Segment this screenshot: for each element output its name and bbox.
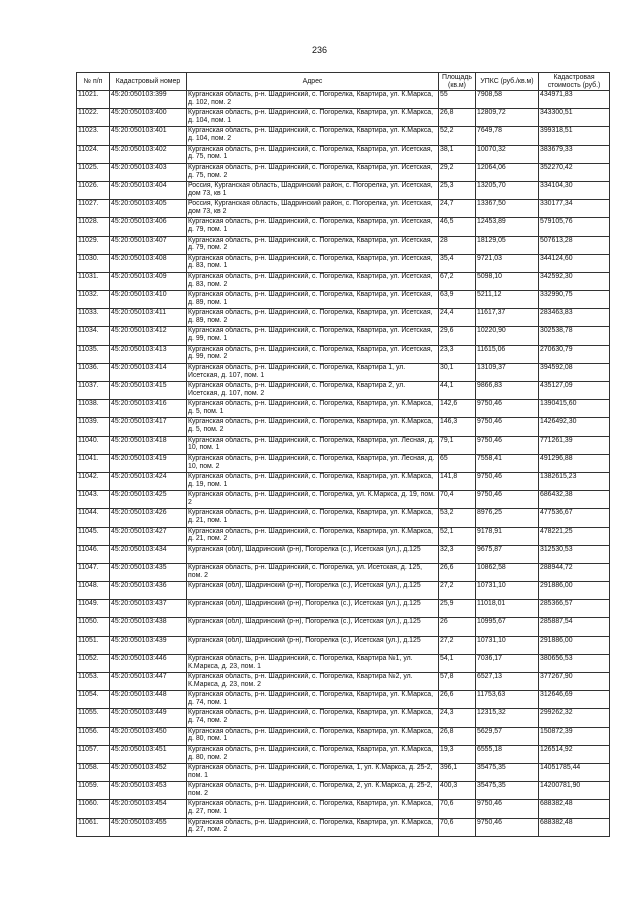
cell-row-number: 11042. (77, 472, 110, 490)
table-row (77, 745, 610, 763)
cell-cadastral-number: 45:20:050103:412 (110, 327, 187, 345)
cell-upks: 9750,46 (476, 818, 539, 836)
cell-cadastral-cost: 579105,76 (539, 218, 610, 236)
cell-upks: 35475,35 (476, 763, 539, 781)
cell-area: 400,3 (439, 782, 476, 800)
table-row (77, 472, 610, 490)
cell-cadastral-cost: 312646,69 (539, 691, 610, 709)
cell-address: Курганская область, р-н. Шадринский, с. Погорелка, Квартира, ул. К.Маркса, д. 80, пом. 1 (187, 727, 439, 745)
cell-upks: 9750,46 (476, 418, 539, 436)
cell-cadastral-number: 45:20:050103:410 (110, 291, 187, 309)
cell-cadastral-number: 45:20:050103:415 (110, 382, 187, 400)
cell-upks: 9675,87 (476, 545, 539, 563)
table-row (77, 309, 610, 327)
cell-row-number: 11045. (77, 527, 110, 545)
table-row (77, 163, 610, 181)
cell-area: 29,2 (439, 163, 476, 181)
cell-area: 25,9 (439, 600, 476, 618)
cell-address: Курганская область, р-н. Шадринский, с. Погорелка, Квартира, ул. Исетская, д. 79, пом. 1 (187, 218, 439, 236)
cell-cadastral-cost: 380656,53 (539, 654, 610, 672)
table-row (77, 582, 610, 600)
cell-address: Курганская область, р-н. Шадринский, с. Погорелка, Квартира, ул. Исетская, д. 75, пом. 1 (187, 145, 439, 163)
table-row (77, 782, 610, 800)
cell-address: Курганская область, р-н. Шадринский, с. Погорелка, ул. К.Маркса, д. 19, пом. 2 (187, 491, 439, 509)
cell-row-number: 11057. (77, 745, 110, 763)
table-header-row (77, 73, 610, 91)
cell-upks: 9866,83 (476, 382, 539, 400)
cell-row-number: 11035. (77, 345, 110, 363)
cell-cadastral-number: 45:20:050103:447 (110, 673, 187, 691)
cell-cadastral-cost: 288944,72 (539, 563, 610, 581)
cell-area: 146,3 (439, 418, 476, 436)
cell-cadastral-number: 45:20:050103:434 (110, 545, 187, 563)
cell-cadastral-cost: 14200781,90 (539, 782, 610, 800)
cell-cadastral-number: 45:20:050103:409 (110, 272, 187, 290)
cell-cadastral-number: 45:20:050103:399 (110, 91, 187, 109)
cell-cadastral-number: 45:20:050103:455 (110, 818, 187, 836)
cell-cadastral-cost: 435127,09 (539, 382, 610, 400)
cell-cadastral-cost: 377267,90 (539, 673, 610, 691)
cell-cadastral-cost: 14051785,44 (539, 763, 610, 781)
table-row (77, 563, 610, 581)
table-row (77, 509, 610, 527)
table-row (77, 327, 610, 345)
cell-cadastral-number: 45:20:050103:404 (110, 181, 187, 199)
cell-address: Россия, Курганская область, Шадринский район, с. Погорелка, ул. Исетская, дом 73, кв 1 (187, 181, 439, 199)
cell-upks: 6555,18 (476, 745, 539, 763)
cell-upks: 9750,46 (476, 472, 539, 490)
cell-row-number: 11025. (77, 163, 110, 181)
cell-area: 65 (439, 454, 476, 472)
cell-row-number: 11034. (77, 327, 110, 345)
cell-area: 27,2 (439, 636, 476, 654)
cell-address: Курганская область, р-н. Шадринский, с. Погорелка, Квартира, ул. Исетская, д. 89, пом. 1 (187, 291, 439, 309)
cell-area: 396,1 (439, 763, 476, 781)
cell-address: Курганская (обл), Шадринский (р-н), Погорелка (с.), Исетская (ул.), д.125 (187, 545, 439, 563)
cell-area: 30,1 (439, 363, 476, 381)
cell-cadastral-cost: 332990,75 (539, 291, 610, 309)
table-row (77, 654, 610, 672)
cell-area: 26,8 (439, 109, 476, 127)
cell-cadastral-number: 45:20:050103:418 (110, 436, 187, 454)
cell-address: Курганская область, р-н. Шадринский, с. Погорелка, Квартира, ул. К.Маркса, д. 5, пом. 1 (187, 400, 439, 418)
cell-row-number: 11044. (77, 509, 110, 527)
table-row (77, 600, 610, 618)
cell-row-number: 11058. (77, 763, 110, 781)
col-header-address: Адрес (187, 73, 439, 91)
table-row (77, 254, 610, 272)
cell-cadastral-cost: 688382,48 (539, 818, 610, 836)
cell-row-number: 11022. (77, 109, 110, 127)
cell-row-number: 11038. (77, 400, 110, 418)
cell-address: Курганская область, р-н. Шадринский, с. Погорелка, Квартира №1, ул. К.Маркса, д. 23, пом. 1 (187, 654, 439, 672)
table-row (77, 436, 610, 454)
table-row (77, 527, 610, 545)
cell-cadastral-number: 45:20:050103:449 (110, 709, 187, 727)
cell-address: Курганская (обл), Шадринский (р-н), Погорелка (с.), Исетская (ул.), д.125 (187, 600, 439, 618)
cell-address: Курганская область, р-н. Шадринский, с. Погорелка, Квартира, ул. К.Маркса, д. 27, пом. 1 (187, 800, 439, 818)
cell-address: Курганская область, р-н. Шадринский, с. Погорелка, Квартира 1, ул. Исетская, д. 107, пом. 1 (187, 363, 439, 381)
cell-address: Курганская (обл), Шадринский (р-н), Погорелка (с.), Исетская (ул.), д.125 (187, 618, 439, 636)
cell-cadastral-number: 45:20:050103:405 (110, 200, 187, 218)
cell-cadastral-number: 45:20:050103:435 (110, 563, 187, 581)
cell-row-number: 11029. (77, 236, 110, 254)
cell-area: 46,5 (439, 218, 476, 236)
cell-address: Курганская область, р-н. Шадринский, с. Погорелка, Квартира 2, ул. Исетская, д. 107, пом. 2 (187, 382, 439, 400)
cell-cadastral-cost: 334104,30 (539, 181, 610, 199)
cell-area: 28 (439, 236, 476, 254)
cell-address: Курганская область, р-н. Шадринский, с. Погорелка, Квартира, ул. Лесная, д. 10, пом. 2 (187, 454, 439, 472)
cell-row-number: 11046. (77, 545, 110, 563)
table-row (77, 145, 610, 163)
cell-row-number: 11050. (77, 618, 110, 636)
cell-row-number: 11052. (77, 654, 110, 672)
cell-area: 53,2 (439, 509, 476, 527)
table-row (77, 545, 610, 563)
cell-area: 70,6 (439, 818, 476, 836)
cell-address: Курганская область, р-н. Шадринский, с. Погорелка, Квартира, ул. К.Маркса, д. 5, пом. 2 (187, 418, 439, 436)
cell-upks: 13109,37 (476, 363, 539, 381)
table-row (77, 236, 610, 254)
table-row (77, 345, 610, 363)
cell-area: 24,3 (439, 709, 476, 727)
cell-area: 57,8 (439, 673, 476, 691)
table-row (77, 618, 610, 636)
cell-cadastral-cost: 344124,60 (539, 254, 610, 272)
cell-cadastral-number: 45:20:050103:446 (110, 654, 187, 672)
table-row (77, 200, 610, 218)
cell-upks: 13367,50 (476, 200, 539, 218)
table-row (77, 181, 610, 199)
cell-row-number: 11027. (77, 200, 110, 218)
cell-row-number: 11047. (77, 563, 110, 581)
cell-upks: 18129,05 (476, 236, 539, 254)
cell-upks: 11615,06 (476, 345, 539, 363)
cell-row-number: 11028. (77, 218, 110, 236)
cell-row-number: 11049. (77, 600, 110, 618)
cell-area: 54,1 (439, 654, 476, 672)
cell-upks: 8976,25 (476, 509, 539, 527)
cell-area: 52,2 (439, 127, 476, 145)
cell-row-number: 11040. (77, 436, 110, 454)
cell-address: Курганская (обл), Шадринский (р-н), Погорелка (с.), Исетская (ул.), д.125 (187, 582, 439, 600)
cell-cadastral-number: 45:20:050103:407 (110, 236, 187, 254)
cell-upks: 9178,91 (476, 527, 539, 545)
cell-cadastral-cost: 330177,34 (539, 200, 610, 218)
cell-cadastral-cost: 285887,54 (539, 618, 610, 636)
cell-address: Курганская область, р-н. Шадринский, с. Погорелка, Квартира, ул. К.Маркса, д. 19, пом. 1 (187, 472, 439, 490)
cell-address: Курганская область, р-н. Шадринский, с. Погорелка, Квартира, ул. Исетская, д. 83, пом. 1 (187, 254, 439, 272)
cell-row-number: 11033. (77, 309, 110, 327)
cell-cadastral-cost: 478221,25 (539, 527, 610, 545)
col-header-number: № п/п (77, 73, 110, 91)
cell-address: Курганская область, р-н. Шадринский, с. Погорелка, Квартира, ул. К.Маркса, д. 102, пом. 2 (187, 91, 439, 109)
cell-cadastral-number: 45:20:050103:438 (110, 618, 187, 636)
cell-address: Курганская область, р-н. Шадринский, с. Погорелка, Квартира, ул. Исетская, д. 89, пом. 2 (187, 309, 439, 327)
cell-upks: 11018,01 (476, 600, 539, 618)
cell-upks: 5629,57 (476, 727, 539, 745)
cell-area: 55 (439, 91, 476, 109)
cell-row-number: 11053. (77, 673, 110, 691)
cell-upks: 11753,63 (476, 691, 539, 709)
cell-cadastral-cost: 1382615,23 (539, 472, 610, 490)
cell-cadastral-cost: 299262,32 (539, 709, 610, 727)
cell-upks: 9750,46 (476, 436, 539, 454)
cell-row-number: 11055. (77, 709, 110, 727)
table-row (77, 709, 610, 727)
cell-area: 32,3 (439, 545, 476, 563)
cell-area: 24,7 (439, 200, 476, 218)
cell-cadastral-number: 45:20:050103:408 (110, 254, 187, 272)
cell-address: Курганская область, р-н. Шадринский, с. Погорелка, Квартира, ул. К.Маркса, д. 74, пом. 2 (187, 709, 439, 727)
cell-address: Курганская область, р-н. Шадринский, с. Погорелка, Квартира, ул. К.Маркса, д. 74, пом. 1 (187, 691, 439, 709)
cell-area: 35,4 (439, 254, 476, 272)
table-row (77, 218, 610, 236)
table-row (77, 636, 610, 654)
cell-upks: 10731,10 (476, 582, 539, 600)
cell-address: Курганская (обл), Шадринский (р-н), Погорелка (с.), Исетская (ул.), д.125 (187, 636, 439, 654)
cell-row-number: 11041. (77, 454, 110, 472)
cell-row-number: 11037. (77, 382, 110, 400)
cell-cadastral-cost: 394592,08 (539, 363, 610, 381)
cell-upks: 9750,46 (476, 800, 539, 818)
table-row (77, 800, 610, 818)
cell-cadastral-number: 45:20:050103:402 (110, 145, 187, 163)
cell-address: Курганская область, р-н. Шадринский, с. Погорелка, Квартира, ул. Исетская, д. 99, пом. 1 (187, 327, 439, 345)
table-row (77, 400, 610, 418)
cell-address: Курганская область, р-н. Шадринский, с. Погорелка, 2, ул. К.Маркса, д. 25-2, пом. 2 (187, 782, 439, 800)
cell-cadastral-cost: 285366,57 (539, 600, 610, 618)
table-row (77, 818, 610, 836)
cell-upks: 12453,89 (476, 218, 539, 236)
cell-cadastral-cost: 343300,51 (539, 109, 610, 127)
cell-upks: 9750,46 (476, 491, 539, 509)
cell-upks: 10731,10 (476, 636, 539, 654)
cell-row-number: 11051. (77, 636, 110, 654)
cell-address: Россия, Курганская область, Шадринский район, с. Погорелка, ул. Исетская, дом 73, кв 2 (187, 200, 439, 218)
cell-cadastral-number: 45:20:050103:453 (110, 782, 187, 800)
cell-upks: 10862,58 (476, 563, 539, 581)
cell-cadastral-number: 45:20:050103:436 (110, 582, 187, 600)
cell-row-number: 11021. (77, 91, 110, 109)
cell-address: Курганская область, р-н. Шадринский, с. Погорелка, Квартира, ул. К.Маркса, д. 21, пом. 2 (187, 527, 439, 545)
cell-area: 67,2 (439, 272, 476, 290)
cell-upks: 7036,17 (476, 654, 539, 672)
cell-cadastral-cost: 1390415,60 (539, 400, 610, 418)
cell-cadastral-number: 45:20:050103:426 (110, 509, 187, 527)
table-row (77, 363, 610, 381)
col-header-cadastral: Кадастровый номер (110, 73, 187, 91)
cell-upks: 7558,41 (476, 454, 539, 472)
cell-cadastral-cost: 150872,39 (539, 727, 610, 745)
cell-row-number: 11032. (77, 291, 110, 309)
cell-cadastral-cost: 507613,28 (539, 236, 610, 254)
table-row (77, 491, 610, 509)
cell-area: 79,1 (439, 436, 476, 454)
cell-upks: 7649,78 (476, 127, 539, 145)
cell-upks: 9721,03 (476, 254, 539, 272)
table-row (77, 691, 610, 709)
cell-address: Курганская область, р-н. Шадринский, с. Погорелка, 1, ул. К.Маркса, д. 25-2, пом. 1 (187, 763, 439, 781)
cell-cadastral-cost: 1426492,30 (539, 418, 610, 436)
cell-address: Курганская область, р-н. Шадринский, с. Погорелка, Квартира, ул. К.Маркса, д. 80, пом. 2 (187, 745, 439, 763)
cell-upks: 12315,32 (476, 709, 539, 727)
cell-cadastral-number: 45:20:050103:400 (110, 109, 187, 127)
cell-cadastral-number: 45:20:050103:424 (110, 472, 187, 490)
table-row (77, 91, 610, 109)
cell-cadastral-cost: 126514,92 (539, 745, 610, 763)
cell-cadastral-cost: 383679,33 (539, 145, 610, 163)
cell-cadastral-cost: 270630,79 (539, 345, 610, 363)
cell-upks: 11617,37 (476, 309, 539, 327)
page-number: 236 (311, 45, 328, 55)
cell-cadastral-number: 45:20:050103:452 (110, 763, 187, 781)
cell-cadastral-number: 45:20:050103:403 (110, 163, 187, 181)
cell-area: 26,6 (439, 691, 476, 709)
cell-cadastral-cost: 291886,00 (539, 582, 610, 600)
cell-area: 19,3 (439, 745, 476, 763)
cell-cadastral-cost: 688382,48 (539, 800, 610, 818)
cell-area: 141,8 (439, 472, 476, 490)
cell-area: 27,2 (439, 582, 476, 600)
cell-area: 63,9 (439, 291, 476, 309)
cell-row-number: 11023. (77, 127, 110, 145)
cell-cadastral-cost: 312530,53 (539, 545, 610, 563)
cadastral-table (76, 72, 610, 837)
cell-cadastral-number: 45:20:050103:414 (110, 363, 187, 381)
cell-upks: 10220,90 (476, 327, 539, 345)
cell-area: 24,4 (439, 309, 476, 327)
cell-cadastral-cost: 491296,88 (539, 454, 610, 472)
cell-area: 26,6 (439, 563, 476, 581)
cell-cadastral-number: 45:20:050103:454 (110, 800, 187, 818)
table-row (77, 272, 610, 290)
cell-address: Курганская область, р-н. Шадринский, с. Погорелка, Квартира №2, ул. К.Маркса, д. 23, пом. 2 (187, 673, 439, 691)
cell-cadastral-number: 45:20:050103:451 (110, 745, 187, 763)
cell-cadastral-number: 45:20:050103:425 (110, 491, 187, 509)
cell-upks: 5211,12 (476, 291, 539, 309)
cell-address: Курганская область, р-н. Шадринский, с. Погорелка, Квартира, ул. Исетская, д. 75, пом. 2 (187, 163, 439, 181)
cell-area: 26 (439, 618, 476, 636)
table-row (77, 418, 610, 436)
cell-upks: 10070,32 (476, 145, 539, 163)
cell-row-number: 11039. (77, 418, 110, 436)
cell-address: Курганская область, р-н. Шадринский, с. Погорелка, Квартира, ул. К.Маркса, д. 104, пом. 2 (187, 127, 439, 145)
table-row (77, 109, 610, 127)
cell-row-number: 11043. (77, 491, 110, 509)
cell-row-number: 11036. (77, 363, 110, 381)
cell-row-number: 11060. (77, 800, 110, 818)
cell-area: 38,1 (439, 145, 476, 163)
cell-area: 52,1 (439, 527, 476, 545)
cell-address: Курганская область, р-н. Шадринский, с. Погорелка, Квартира, ул. К.Маркса, д. 104, пом. 1 (187, 109, 439, 127)
cell-area: 26,8 (439, 727, 476, 745)
cell-area: 70,4 (439, 491, 476, 509)
cell-area: 23,3 (439, 345, 476, 363)
cell-cadastral-cost: 283463,83 (539, 309, 610, 327)
cell-address: Курганская область, р-н. Шадринский, с. Погорелка, Квартира, ул. Лесная, д. 10, пом. 1 (187, 436, 439, 454)
cell-upks: 12809,72 (476, 109, 539, 127)
cell-address: Курганская область, р-н. Шадринский, с. Погорелка, Квартира, ул. Исетская, д. 79, пом. 2 (187, 236, 439, 254)
cell-cadastral-cost: 302538,78 (539, 327, 610, 345)
cell-area: 44,1 (439, 382, 476, 400)
cell-upks: 5098,10 (476, 272, 539, 290)
cell-area: 25,3 (439, 181, 476, 199)
cell-upks: 9750,46 (476, 400, 539, 418)
cell-cadastral-number: 45:20:050103:411 (110, 309, 187, 327)
cell-address: Курганская область, р-н. Шадринский, с. Погорелка, ул. Исетская, д. 125, пом. 2 (187, 563, 439, 581)
cell-upks: 13205,70 (476, 181, 539, 199)
cell-cadastral-cost: 477536,67 (539, 509, 610, 527)
table-row (77, 382, 610, 400)
cell-upks: 10995,67 (476, 618, 539, 636)
cell-row-number: 11054. (77, 691, 110, 709)
cell-row-number: 11056. (77, 727, 110, 745)
cell-cadastral-cost: 352270,42 (539, 163, 610, 181)
table-row (77, 673, 610, 691)
cell-address: Курганская область, р-н. Шадринский, с. Погорелка, Квартира, ул. Исетская, д. 83, пом. 2 (187, 272, 439, 290)
cell-row-number: 11026. (77, 181, 110, 199)
cell-address: Курганская область, р-н. Шадринский, с. Погорелка, Квартира, ул. К.Маркса, д. 27, пом. 2 (187, 818, 439, 836)
cell-cadastral-cost: 342592,30 (539, 272, 610, 290)
cell-cadastral-number: 45:20:050103:416 (110, 400, 187, 418)
cell-cadastral-number: 45:20:050103:427 (110, 527, 187, 545)
col-header-cost: Кадастровая стоимость (руб.) (539, 73, 610, 91)
cell-row-number: 11059. (77, 782, 110, 800)
cell-area: 70,6 (439, 800, 476, 818)
cell-row-number: 11061. (77, 818, 110, 836)
cell-row-number: 11048. (77, 582, 110, 600)
cell-cadastral-number: 45:20:050103:419 (110, 454, 187, 472)
table-row (77, 127, 610, 145)
cell-upks: 7908,58 (476, 91, 539, 109)
table-row (77, 291, 610, 309)
cell-cadastral-number: 45:20:050103:448 (110, 691, 187, 709)
cell-cadastral-cost: 686432,38 (539, 491, 610, 509)
cell-upks: 6527,13 (476, 673, 539, 691)
cell-address: Курганская область, р-н. Шадринский, с. Погорелка, Квартира, ул. Исетская, д. 99, пом. 2 (187, 345, 439, 363)
cell-upks: 12064,06 (476, 163, 539, 181)
cell-row-number: 11030. (77, 254, 110, 272)
cell-cadastral-number: 45:20:050103:406 (110, 218, 187, 236)
cell-cadastral-number: 45:20:050103:417 (110, 418, 187, 436)
cell-area: 142,6 (439, 400, 476, 418)
col-header-upks: УПКС (руб./кв.м) (476, 73, 539, 91)
cell-address: Курганская область, р-н. Шадринский, с. Погорелка, Квартира, ул. К.Маркса, д. 21, пом. 1 (187, 509, 439, 527)
cell-cadastral-cost: 771261,39 (539, 436, 610, 454)
cell-row-number: 11031. (77, 272, 110, 290)
cell-area: 29,6 (439, 327, 476, 345)
cell-cadastral-number: 45:20:050103:437 (110, 600, 187, 618)
table-row (77, 727, 610, 745)
cell-cadastral-number: 45:20:050103:439 (110, 636, 187, 654)
table-row (77, 763, 610, 781)
cell-cadastral-number: 45:20:050103:413 (110, 345, 187, 363)
cell-row-number: 11024. (77, 145, 110, 163)
cell-cadastral-cost: 434971,83 (539, 91, 610, 109)
cell-cadastral-number: 45:20:050103:401 (110, 127, 187, 145)
cell-upks: 35475,35 (476, 782, 539, 800)
cell-cadastral-number: 45:20:050103:450 (110, 727, 187, 745)
col-header-area: Площадь (кв.м) (439, 73, 476, 91)
cell-cadastral-cost: 399318,51 (539, 127, 610, 145)
cell-cadastral-cost: 291886,00 (539, 636, 610, 654)
table-row (77, 454, 610, 472)
